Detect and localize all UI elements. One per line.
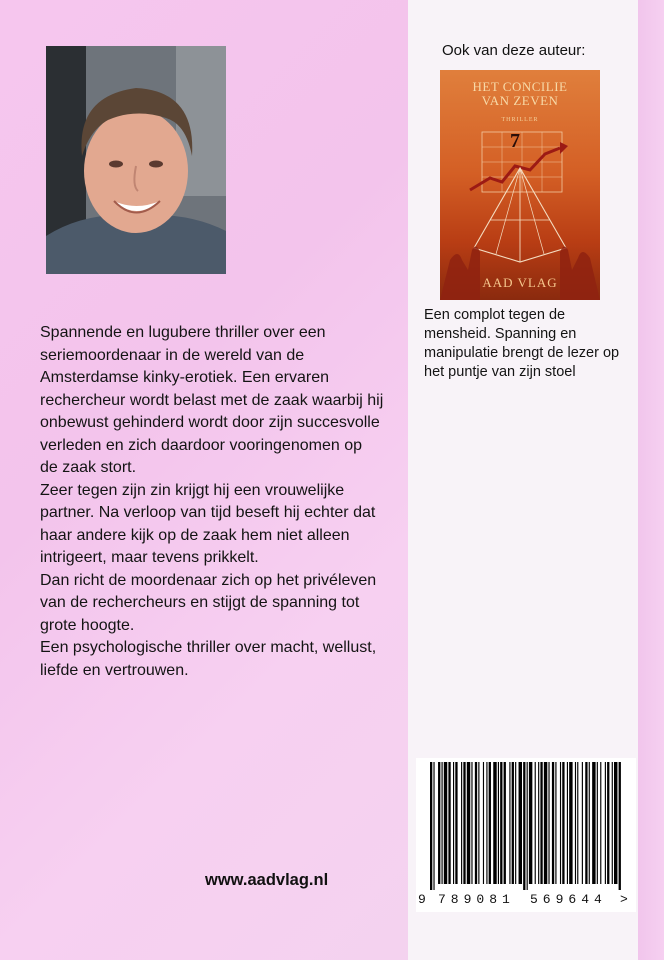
- cover-title-line: HET CONCILIE: [472, 79, 568, 94]
- barcode-bar: [552, 762, 554, 884]
- barcode-bar: [478, 762, 479, 884]
- isbn-end-mark: >: [620, 892, 628, 907]
- barcode-bar: [548, 762, 549, 884]
- blurb-paragraph: Een psychologische thriller over macht, wellust, liefde en vertrouwen.: [40, 639, 377, 679]
- author-photo: [46, 46, 226, 274]
- barcode-bar: [442, 762, 443, 884]
- barcode-bar: [529, 762, 532, 884]
- isbn-first-digit: 9: [418, 892, 426, 907]
- barcode-bar: [569, 762, 572, 884]
- blurb-paragraph: Spannende en lugubere thriller over een seriemoordenaar in de wereld van de Amsterdamse kinky-erotiek. Een ervaren rechercheur wordt belast met de zaak waarbij hij onbewust gehinderd wordt door zijn succesvolle verleden en zich daardoor vooringenomen op de zaak stort.: [40, 324, 384, 476]
- author-portrait-image: [46, 46, 226, 274]
- barcode-bar: [540, 762, 542, 884]
- barcode-bar: [515, 762, 516, 884]
- other-book-description: Een complot tegen de mensheid. Spanning en manipulatie brengt de lezer op het puntje van zijn stoel: [424, 307, 620, 380]
- barcode-bar: [461, 762, 462, 884]
- book-blurb: [40, 322, 384, 682]
- barcode-bar: [448, 762, 450, 884]
- also-by-heading: Ook van deze auteur:: [442, 42, 586, 59]
- barcode-bar: [582, 762, 583, 884]
- barcode-bar: [483, 762, 484, 884]
- barcode-bar: [453, 762, 454, 884]
- barcode-bar: [600, 762, 601, 884]
- barcode-bar: [489, 762, 491, 884]
- barcode-bar: [619, 762, 621, 890]
- barcode-bar: [535, 762, 536, 884]
- barcode-bar: [438, 762, 440, 884]
- barcode-bar: [523, 762, 525, 890]
- barcode-bar: [471, 762, 472, 884]
- cover-author: AAD VLAG: [482, 275, 558, 290]
- cover-title: [440, 80, 600, 108]
- barcode-bar: [498, 762, 499, 884]
- barcode-bar: [527, 762, 528, 890]
- barcode-bar: [614, 762, 617, 884]
- barcode-bar: [538, 762, 539, 884]
- barcode-bar: [544, 762, 547, 884]
- barcode-bar: [455, 762, 457, 884]
- barcode-bar: [433, 762, 434, 890]
- barcode-bar: [504, 762, 506, 884]
- isbn-group-right: 569644: [530, 892, 607, 907]
- cover-number: 7: [510, 130, 520, 152]
- barcode-bars: [416, 758, 636, 892]
- barcode-bar: [555, 762, 556, 884]
- other-book-cover: [440, 70, 600, 300]
- barcode-bar: [486, 762, 487, 884]
- barcode-bar: [493, 762, 496, 884]
- barcode-bar: [560, 762, 561, 884]
- isbn-barcode: [416, 758, 636, 912]
- barcode-bar: [612, 762, 613, 884]
- barcode-bar: [430, 762, 432, 890]
- isbn-group-left: 789081: [438, 892, 515, 907]
- barcode-bar: [605, 762, 606, 884]
- barcode-bar: [509, 762, 510, 884]
- barcode-bar: [597, 762, 598, 884]
- barcode-bar: [585, 762, 587, 884]
- barcode-bar: [575, 762, 576, 884]
- barcode-bar: [589, 762, 590, 884]
- barcode-bar: [519, 762, 522, 884]
- cover-title-line: VAN ZEVEN: [481, 93, 559, 108]
- barcode-bar: [512, 762, 514, 884]
- barcode-bar: [562, 762, 564, 884]
- barcode-bar: [592, 762, 595, 884]
- blurb-paragraph: Dan richt de moordenaar zich op het privéleven van de rechercheurs en stijgt de spanning tot grote hoogte.: [40, 571, 377, 634]
- barcode-bar: [467, 762, 470, 884]
- barcode-bar: [500, 762, 502, 884]
- website-url: www.aadvlag.nl: [205, 871, 329, 889]
- barcode-bar: [463, 762, 465, 884]
- barcode-bar: [444, 762, 447, 884]
- edge-strip: [638, 0, 664, 960]
- cover-subtitle: THRILLER: [501, 117, 539, 123]
- barcode-bar: [607, 762, 609, 884]
- blurb-paragraph: Zeer tegen zijn zin krijgt hij een vrouwelijke partner. Na verloop van tijd beseft hij echter dat haar andere kijk op de zaak hem niet alleen intrigeert, maar tevens prikkelt.: [40, 481, 376, 566]
- barcode-bar: [577, 762, 578, 884]
- barcode-bar: [475, 762, 477, 884]
- barcode-bar: [567, 762, 568, 884]
